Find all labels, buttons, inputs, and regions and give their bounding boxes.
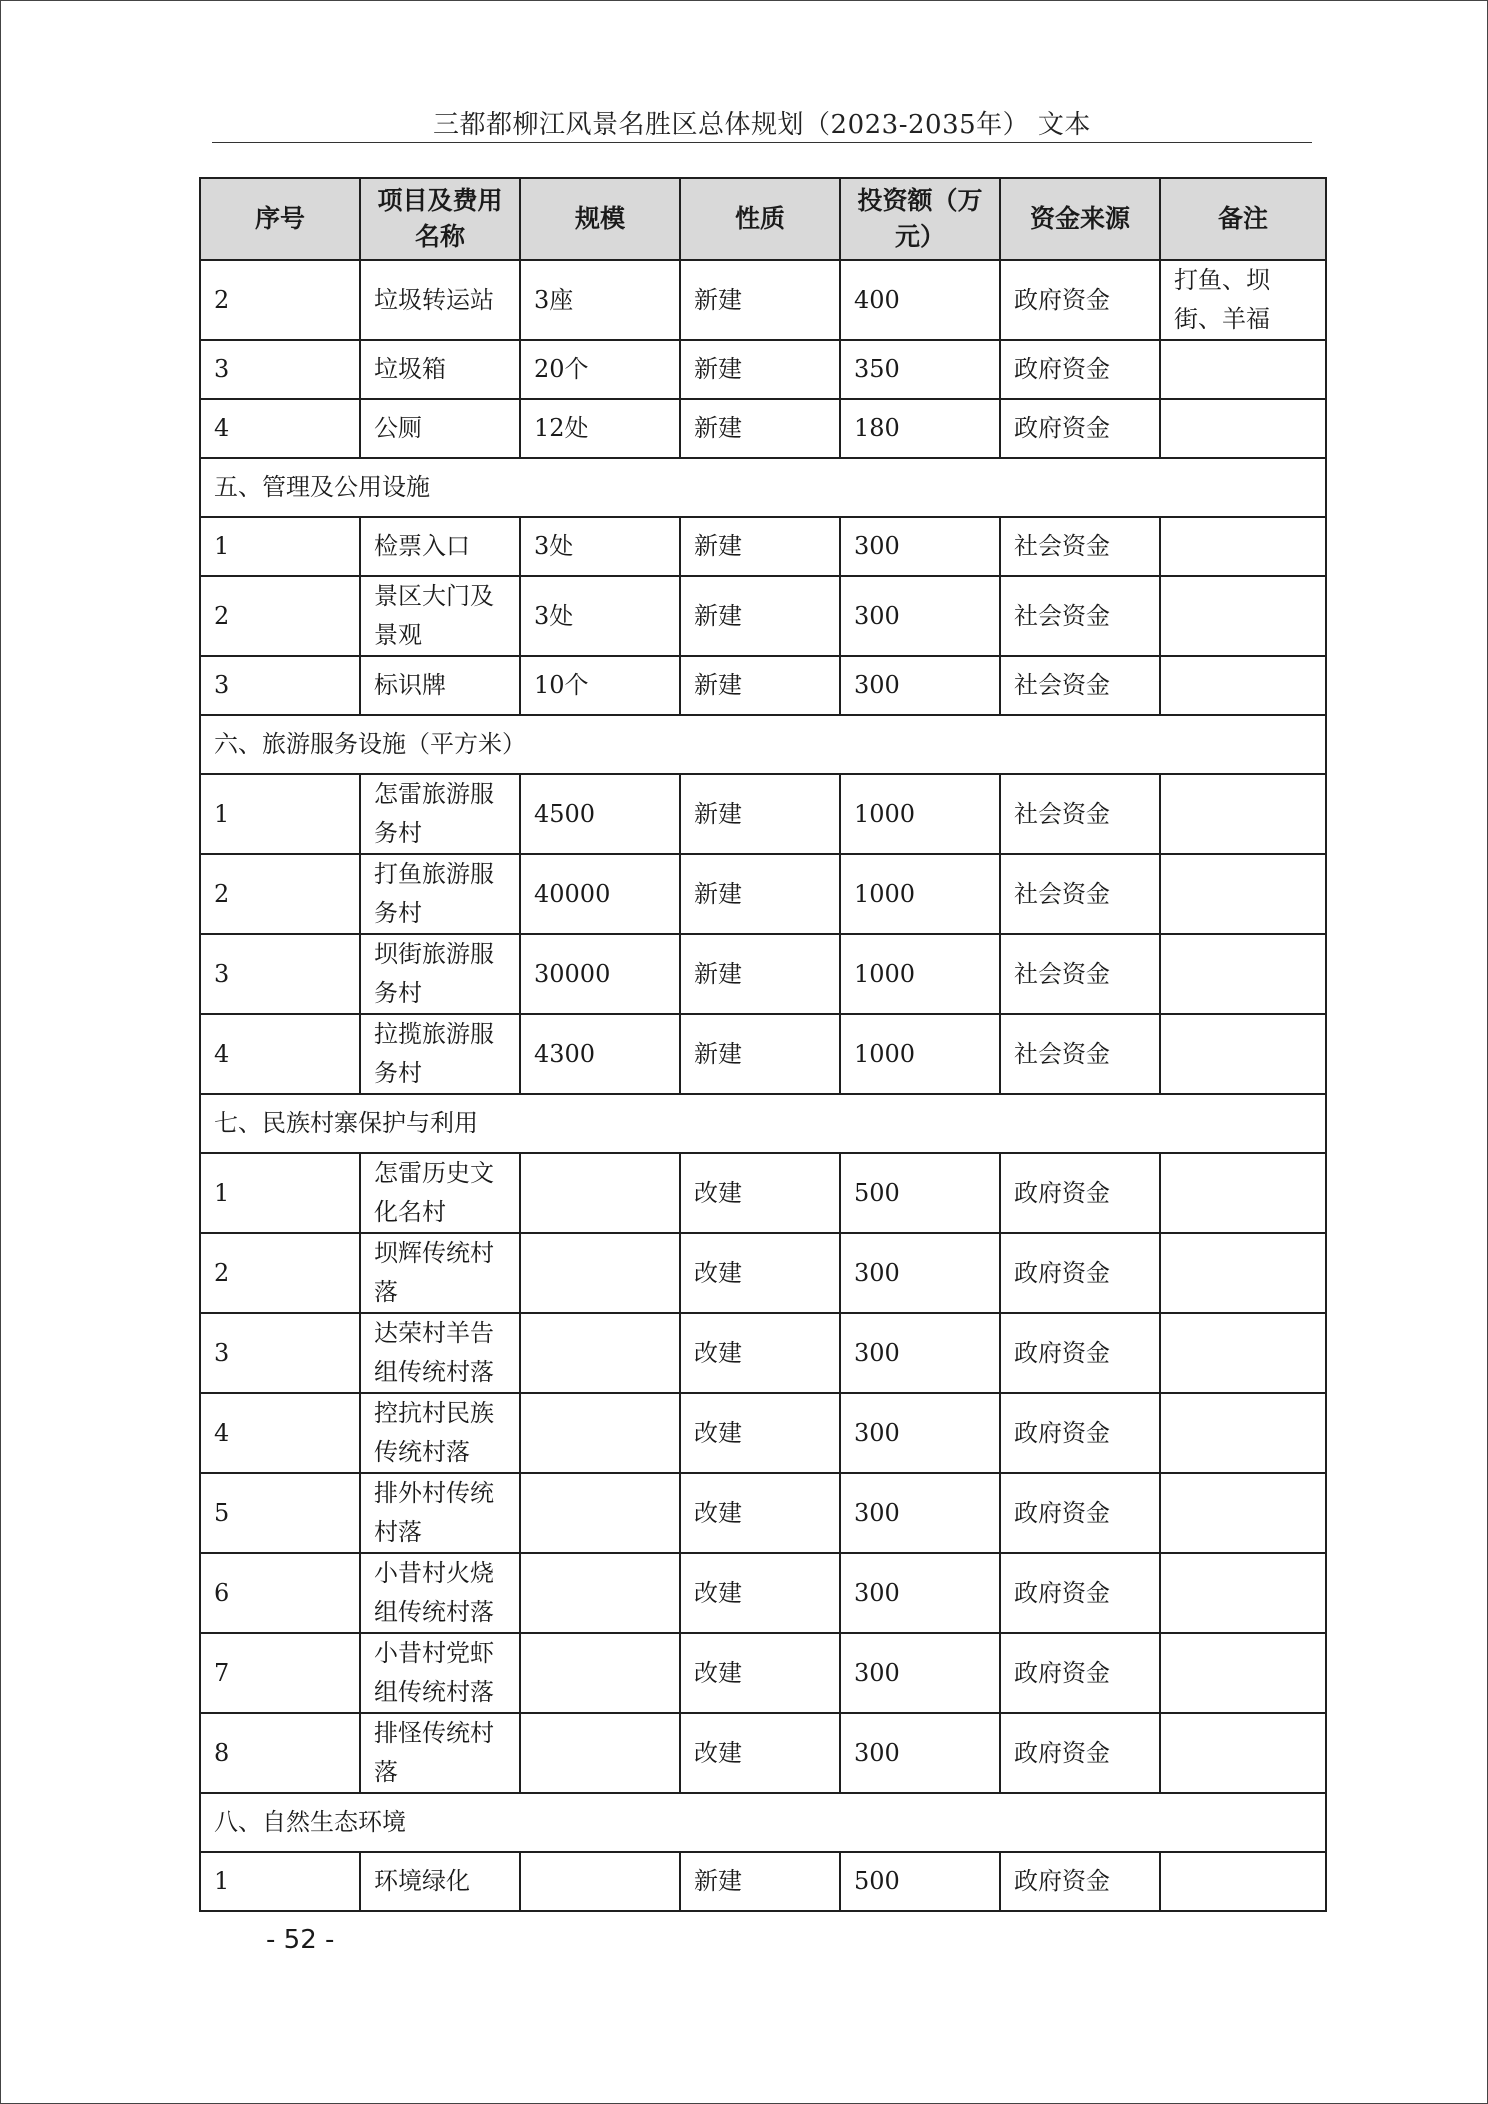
cell-remarks [1160,934,1326,1014]
cell-index: 2 [200,854,360,934]
cell-item: 达荣村羊告组传统村落 [360,1313,520,1393]
cell-funding: 社会资金 [1000,854,1160,934]
cell-funding: 政府资金 [1000,1553,1160,1633]
cell-funding: 政府资金 [1000,1852,1160,1911]
cell-item: 景区大门及景观 [360,576,520,656]
cell-funding: 政府资金 [1000,1713,1160,1793]
header-rule [212,142,1312,143]
cell-scale [520,1313,680,1393]
cell-investment: 400 [840,260,1000,340]
cell-scale: 12处 [520,399,680,458]
cell-index: 7 [200,1633,360,1713]
cell-nature: 改建 [680,1233,840,1313]
cell-index: 3 [200,656,360,715]
cell-investment: 1000 [840,854,1000,934]
cell-index: 1 [200,517,360,576]
cell-item: 怎雷历史文化名村 [360,1153,520,1233]
cell-item: 坝辉传统村落 [360,1233,520,1313]
cell-scale [520,1473,680,1553]
table-section-row [200,458,1326,517]
cell-nature: 改建 [680,1633,840,1713]
header-cell-scale: 规模 [520,178,680,260]
cell-remarks [1160,1233,1326,1313]
table-row [200,1553,1326,1633]
cell-index: 2 [200,260,360,340]
section-title: 八、自然生态环境 [200,1793,1326,1852]
cell-item: 小昔村火烧组传统村落 [360,1553,520,1633]
header-cell-item: 项目及费用名称 [360,178,520,260]
cell-index: 4 [200,399,360,458]
cell-scale [520,1633,680,1713]
cell-scale [520,1153,680,1233]
table-row [200,399,1326,458]
cell-remarks [1160,340,1326,399]
cell-index: 3 [200,934,360,1014]
cell-scale: 40000 [520,854,680,934]
cell-investment: 300 [840,1633,1000,1713]
cell-index: 2 [200,576,360,656]
cell-investment: 300 [840,1233,1000,1313]
cell-remarks [1160,1713,1326,1793]
cell-funding: 政府资金 [1000,1633,1160,1713]
cell-investment: 300 [840,576,1000,656]
table-row [200,1393,1326,1473]
cell-nature: 改建 [680,1153,840,1233]
table-section-row [200,715,1326,774]
cell-investment: 300 [840,1713,1000,1793]
cell-index: 1 [200,1852,360,1911]
header-cell-funding: 资金来源 [1000,178,1160,260]
cell-item: 排外村传统村落 [360,1473,520,1553]
cell-nature: 新建 [680,1014,840,1094]
cell-funding: 社会资金 [1000,576,1160,656]
cell-index: 1 [200,1153,360,1233]
cell-investment: 350 [840,340,1000,399]
section-title: 五、管理及公用设施 [200,458,1326,517]
cell-item: 坝街旅游服务村 [360,934,520,1014]
cell-remarks [1160,1553,1326,1633]
header-cell-index: 序号 [200,178,360,260]
cell-item: 垃圾转运站 [360,260,520,340]
cell-remarks [1160,517,1326,576]
cell-funding: 政府资金 [1000,1473,1160,1553]
cell-investment: 180 [840,399,1000,458]
cell-index: 6 [200,1553,360,1633]
cell-item: 公厕 [360,399,520,458]
cell-scale [520,1553,680,1633]
page-number: - 52 - [266,1925,335,1955]
cell-nature: 改建 [680,1313,840,1393]
cell-nature: 改建 [680,1393,840,1473]
cell-index: 8 [200,1713,360,1793]
cell-scale [520,1852,680,1911]
cell-remarks [1160,399,1326,458]
cell-item: 排怪传统村落 [360,1713,520,1793]
cell-item: 拉揽旅游服务村 [360,1014,520,1094]
cell-item: 环境绿化 [360,1852,520,1911]
table-row [200,1153,1326,1233]
cell-item: 怎雷旅游服务村 [360,774,520,854]
cell-remarks [1160,1014,1326,1094]
cell-nature: 新建 [680,854,840,934]
cell-scale: 3处 [520,517,680,576]
cell-investment: 300 [840,517,1000,576]
cell-remarks [1160,1313,1326,1393]
cell-scale: 10个 [520,656,680,715]
cell-funding: 政府资金 [1000,1153,1160,1233]
cell-scale: 4500 [520,774,680,854]
cell-investment: 300 [840,1393,1000,1473]
cell-item: 控抗村民族传统村落 [360,1393,520,1473]
cell-investment: 300 [840,1553,1000,1633]
cell-item: 小昔村党虾组传统村落 [360,1633,520,1713]
table-header-row [200,178,1326,260]
cell-index: 2 [200,1233,360,1313]
cell-scale: 3处 [520,576,680,656]
table-row [200,656,1326,715]
table-row [200,1313,1326,1393]
cell-nature: 新建 [680,934,840,1014]
cell-index: 4 [200,1014,360,1094]
cell-nature: 新建 [680,260,840,340]
cell-index: 5 [200,1473,360,1553]
cell-investment: 300 [840,656,1000,715]
table-row [200,517,1326,576]
cell-investment: 500 [840,1153,1000,1233]
table-section-row [200,1793,1326,1852]
cell-nature: 新建 [680,1852,840,1911]
cell-remarks [1160,576,1326,656]
cell-investment: 1000 [840,1014,1000,1094]
cell-nature: 改建 [680,1553,840,1633]
cell-funding: 社会资金 [1000,774,1160,854]
cell-investment: 300 [840,1313,1000,1393]
cell-remarks [1160,1473,1326,1553]
table-row [200,1713,1326,1793]
cell-nature: 新建 [680,656,840,715]
cell-nature: 新建 [680,576,840,656]
cell-scale [520,1393,680,1473]
cell-funding: 政府资金 [1000,1313,1160,1393]
table-row [200,1473,1326,1553]
cell-investment: 500 [840,1852,1000,1911]
cell-remarks [1160,854,1326,934]
header-cell-nature: 性质 [680,178,840,260]
table-body [200,260,1326,1911]
cell-remarks: 打鱼、坝街、羊福 [1160,260,1326,340]
cell-nature: 新建 [680,399,840,458]
cell-scale: 30000 [520,934,680,1014]
cell-nature: 改建 [680,1473,840,1553]
section-title: 六、旅游服务设施（平方米） [200,715,1326,774]
cell-remarks [1160,774,1326,854]
document-header: 三都都柳江风景名胜区总体规划（2023-2035年） 文本 [433,110,1091,140]
cell-investment: 1000 [840,934,1000,1014]
cell-funding: 社会资金 [1000,1014,1160,1094]
cell-remarks [1160,1633,1326,1713]
cell-funding: 政府资金 [1000,399,1160,458]
cell-funding: 政府资金 [1000,260,1160,340]
investment-table [199,177,1327,1912]
cell-scale: 3座 [520,260,680,340]
cell-nature: 新建 [680,340,840,399]
cell-remarks [1160,1852,1326,1911]
cell-scale [520,1713,680,1793]
cell-nature: 改建 [680,1713,840,1793]
table-row [200,260,1326,340]
table-row [200,576,1326,656]
cell-nature: 新建 [680,774,840,854]
cell-investment: 300 [840,1473,1000,1553]
cell-item: 检票入口 [360,517,520,576]
table-row [200,774,1326,854]
table-row [200,1633,1326,1713]
cell-funding: 社会资金 [1000,934,1160,1014]
cell-remarks [1160,656,1326,715]
cell-funding: 社会资金 [1000,656,1160,715]
cell-investment: 1000 [840,774,1000,854]
cell-index: 4 [200,1393,360,1473]
cell-item: 打鱼旅游服务村 [360,854,520,934]
table-row [200,340,1326,399]
table-row [200,1852,1326,1911]
cell-funding: 政府资金 [1000,340,1160,399]
header-cell-investment: 投资额（万元） [840,178,1000,260]
cell-funding: 社会资金 [1000,517,1160,576]
cell-scale [520,1233,680,1313]
cell-index: 3 [200,340,360,399]
cell-nature: 新建 [680,517,840,576]
cell-scale: 4300 [520,1014,680,1094]
table-row [200,1233,1326,1313]
cell-remarks [1160,1393,1326,1473]
cell-index: 3 [200,1313,360,1393]
cell-remarks [1160,1153,1326,1233]
section-title: 七、民族村寨保护与利用 [200,1094,1326,1153]
table-row [200,934,1326,1014]
cell-item: 垃圾箱 [360,340,520,399]
cell-scale: 20个 [520,340,680,399]
cell-item: 标识牌 [360,656,520,715]
cell-index: 1 [200,774,360,854]
header-cell-remarks: 备注 [1160,178,1326,260]
cell-funding: 政府资金 [1000,1233,1160,1313]
table-row [200,854,1326,934]
table-row [200,1014,1326,1094]
table-section-row [200,1094,1326,1153]
cell-funding: 政府资金 [1000,1393,1160,1473]
